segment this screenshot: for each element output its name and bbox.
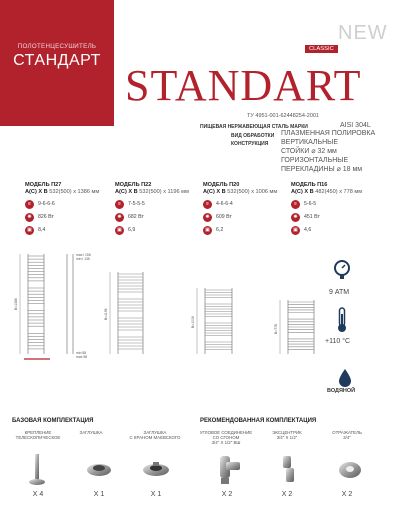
model-name: МОДЕЛЬ П16	[291, 182, 328, 188]
model-sections: 5-6-5	[304, 201, 317, 207]
volume-icon: ▣	[291, 226, 300, 235]
model-card-p16	[291, 182, 381, 235]
label-max98: max 98	[76, 355, 88, 359]
qty-eccentric: X 2	[281, 491, 293, 498]
volume-icon: ▣	[25, 226, 34, 235]
qty-reflector: X 2	[341, 491, 353, 498]
model-sections: 4-6-6-4	[216, 201, 233, 207]
spec-construct-value3: ГОРИЗОНТАЛЬНЫЕ	[281, 157, 349, 164]
drawing-p22	[110, 272, 143, 354]
temperature-value: +110 °C	[325, 338, 351, 345]
model-volume: 4,6	[304, 227, 312, 233]
spec-construct-label: КОНСТРУКЦИЯ	[231, 141, 269, 147]
model-sections: 9-6-6-6	[38, 201, 55, 207]
model-name: МОДЕЛЬ П20	[203, 182, 240, 188]
model-size-label: A(C) X B	[115, 189, 138, 195]
recommended-kit-title: РЕКОМЕНДОВАННАЯ КОМПЛЕКТАЦИЯ	[200, 418, 317, 424]
sections-icon: ≡	[115, 200, 124, 209]
pressure-gauge-icon	[331, 258, 353, 280]
qty-telescopic: X 4	[32, 491, 44, 498]
model-name: МОДЕЛЬ П22	[115, 182, 152, 188]
kit-item-angle: УГЛОВОЕ СОЕДИНЕНИЕ СО СГОНОМ 3/4" Х 1/2" ВШ	[199, 430, 253, 445]
model-size: 532(500) x 1386 мм	[49, 189, 100, 195]
kit-item-plug: ЗАГЛУШКА	[79, 430, 103, 435]
model-volume: 6,2	[216, 227, 224, 233]
model-size: 532(500) x 1006 мм	[227, 189, 278, 195]
sections-icon: ≡	[25, 200, 34, 209]
sections-icon: ≡	[291, 200, 300, 209]
towel-rail-drawings	[0, 250, 320, 380]
label-b1386: B=1386	[14, 298, 18, 310]
drawing-p20	[197, 288, 232, 354]
model-size-label: A(C) X B	[291, 189, 314, 195]
spec-construct-value2: СТОЙКИ ⌀ 32 мм	[281, 148, 337, 155]
header-subtitle: ПОЛОТЕНЦЕСУШИТЕЛЬ	[17, 43, 97, 50]
qty-plug: X 1	[93, 491, 105, 498]
plug-valve-icon	[143, 462, 169, 476]
reflector-icon	[339, 462, 361, 478]
model-volume: 6,9	[128, 227, 136, 233]
model-power: 609 Вт	[216, 214, 232, 220]
big-title: STANDART	[125, 61, 362, 110]
model-size-label: A(C) X B	[203, 189, 226, 195]
kit-item-plug-valve: ЗАГЛУШКА С КРАНОМ МАЕВСКОГО	[129, 430, 181, 440]
telescopic-mount-icon	[29, 454, 45, 485]
model-volume: 8,4	[38, 227, 46, 233]
kit-item-reflector: ОТРАЖАТЕЛЬ 3/4"	[332, 430, 362, 440]
sections-icon: ≡	[203, 200, 212, 209]
label-b1006: B=1006	[191, 316, 195, 328]
power-icon: ✺	[115, 213, 124, 222]
angle-connector-icon	[220, 456, 240, 484]
label-min58: min 58	[76, 351, 87, 355]
qty-plug-valve: X 1	[150, 491, 162, 498]
model-name: МОДЕЛЬ П27	[25, 182, 62, 188]
power-icon: ✺	[203, 213, 212, 222]
model-size-label: A(C) X B	[25, 189, 48, 195]
drawing-p27	[20, 254, 73, 359]
basic-kit-title: БАЗОВАЯ КОМПЛЕКТАЦИЯ	[12, 418, 94, 424]
pressure-value: 9 АТМ	[329, 289, 350, 296]
model-card-p27	[25, 182, 115, 235]
new-label: NEW	[338, 22, 388, 44]
eccentric-icon	[283, 456, 294, 482]
accessory-illustrations	[0, 448, 403, 490]
water-type-label: ВОДЯНОЙ	[327, 388, 356, 394]
model-power: 682 Вт	[128, 214, 144, 220]
model-card-p20	[203, 182, 293, 235]
kit-item-telescopic: КРЕПЛЕНИЕ ТЕЛЕСКОПИЧЕСКОЕ	[15, 430, 61, 440]
power-icon: ✺	[25, 213, 34, 222]
label-b1196: B=1196	[104, 308, 108, 320]
model-size: 532(500) x 1196 мм	[139, 189, 189, 195]
spec-ty: ТУ 4951-001-62448254-2001	[247, 113, 319, 119]
plug-icon	[87, 464, 111, 476]
label-min135: min l 135	[76, 257, 90, 261]
model-power: 451 Вт	[304, 214, 320, 220]
spec-construct-value4: ПЕРЕКЛАДИНЫ ⌀ 18 мм	[281, 166, 363, 173]
model-size: 482(450) x 778 мм	[315, 189, 363, 195]
header-red-box	[0, 0, 114, 126]
header-title: СТАНДАРТ	[13, 52, 101, 69]
spec-steel-label: ПИЩЕВАЯ НЕРЖАВЕЮЩАЯ СТАЛЬ МАРКИ	[200, 124, 308, 130]
spec-finish-value: ПЛАЗМЕННАЯ ПОЛИРОВКА	[281, 130, 376, 137]
spec-construct-value1: ВЕРТИКАЛЬНЫЕ	[281, 139, 339, 146]
classic-badge: CLASSIC	[305, 45, 338, 53]
model-card-p22	[115, 182, 205, 235]
volume-icon: ▣	[115, 226, 124, 235]
volume-icon: ▣	[203, 226, 212, 235]
model-power: 826 Вт	[38, 214, 54, 220]
model-sections: 7-5-5-5	[128, 201, 145, 207]
spec-finish-label: ВИД ОБРАБОТКИ	[231, 133, 275, 139]
power-icon: ✺	[291, 213, 300, 222]
kit-item-eccentric: ЭКСЦЕНТРИК 3/4" Х 1/2"	[272, 430, 302, 440]
label-max155: max l 155	[76, 253, 91, 257]
water-drop-icon	[337, 368, 353, 388]
qty-angle: X 2	[221, 491, 233, 498]
label-b778: B=778	[274, 324, 278, 334]
spec-steel-value: AISI 304L	[340, 122, 371, 129]
thermometer-icon	[335, 306, 349, 334]
